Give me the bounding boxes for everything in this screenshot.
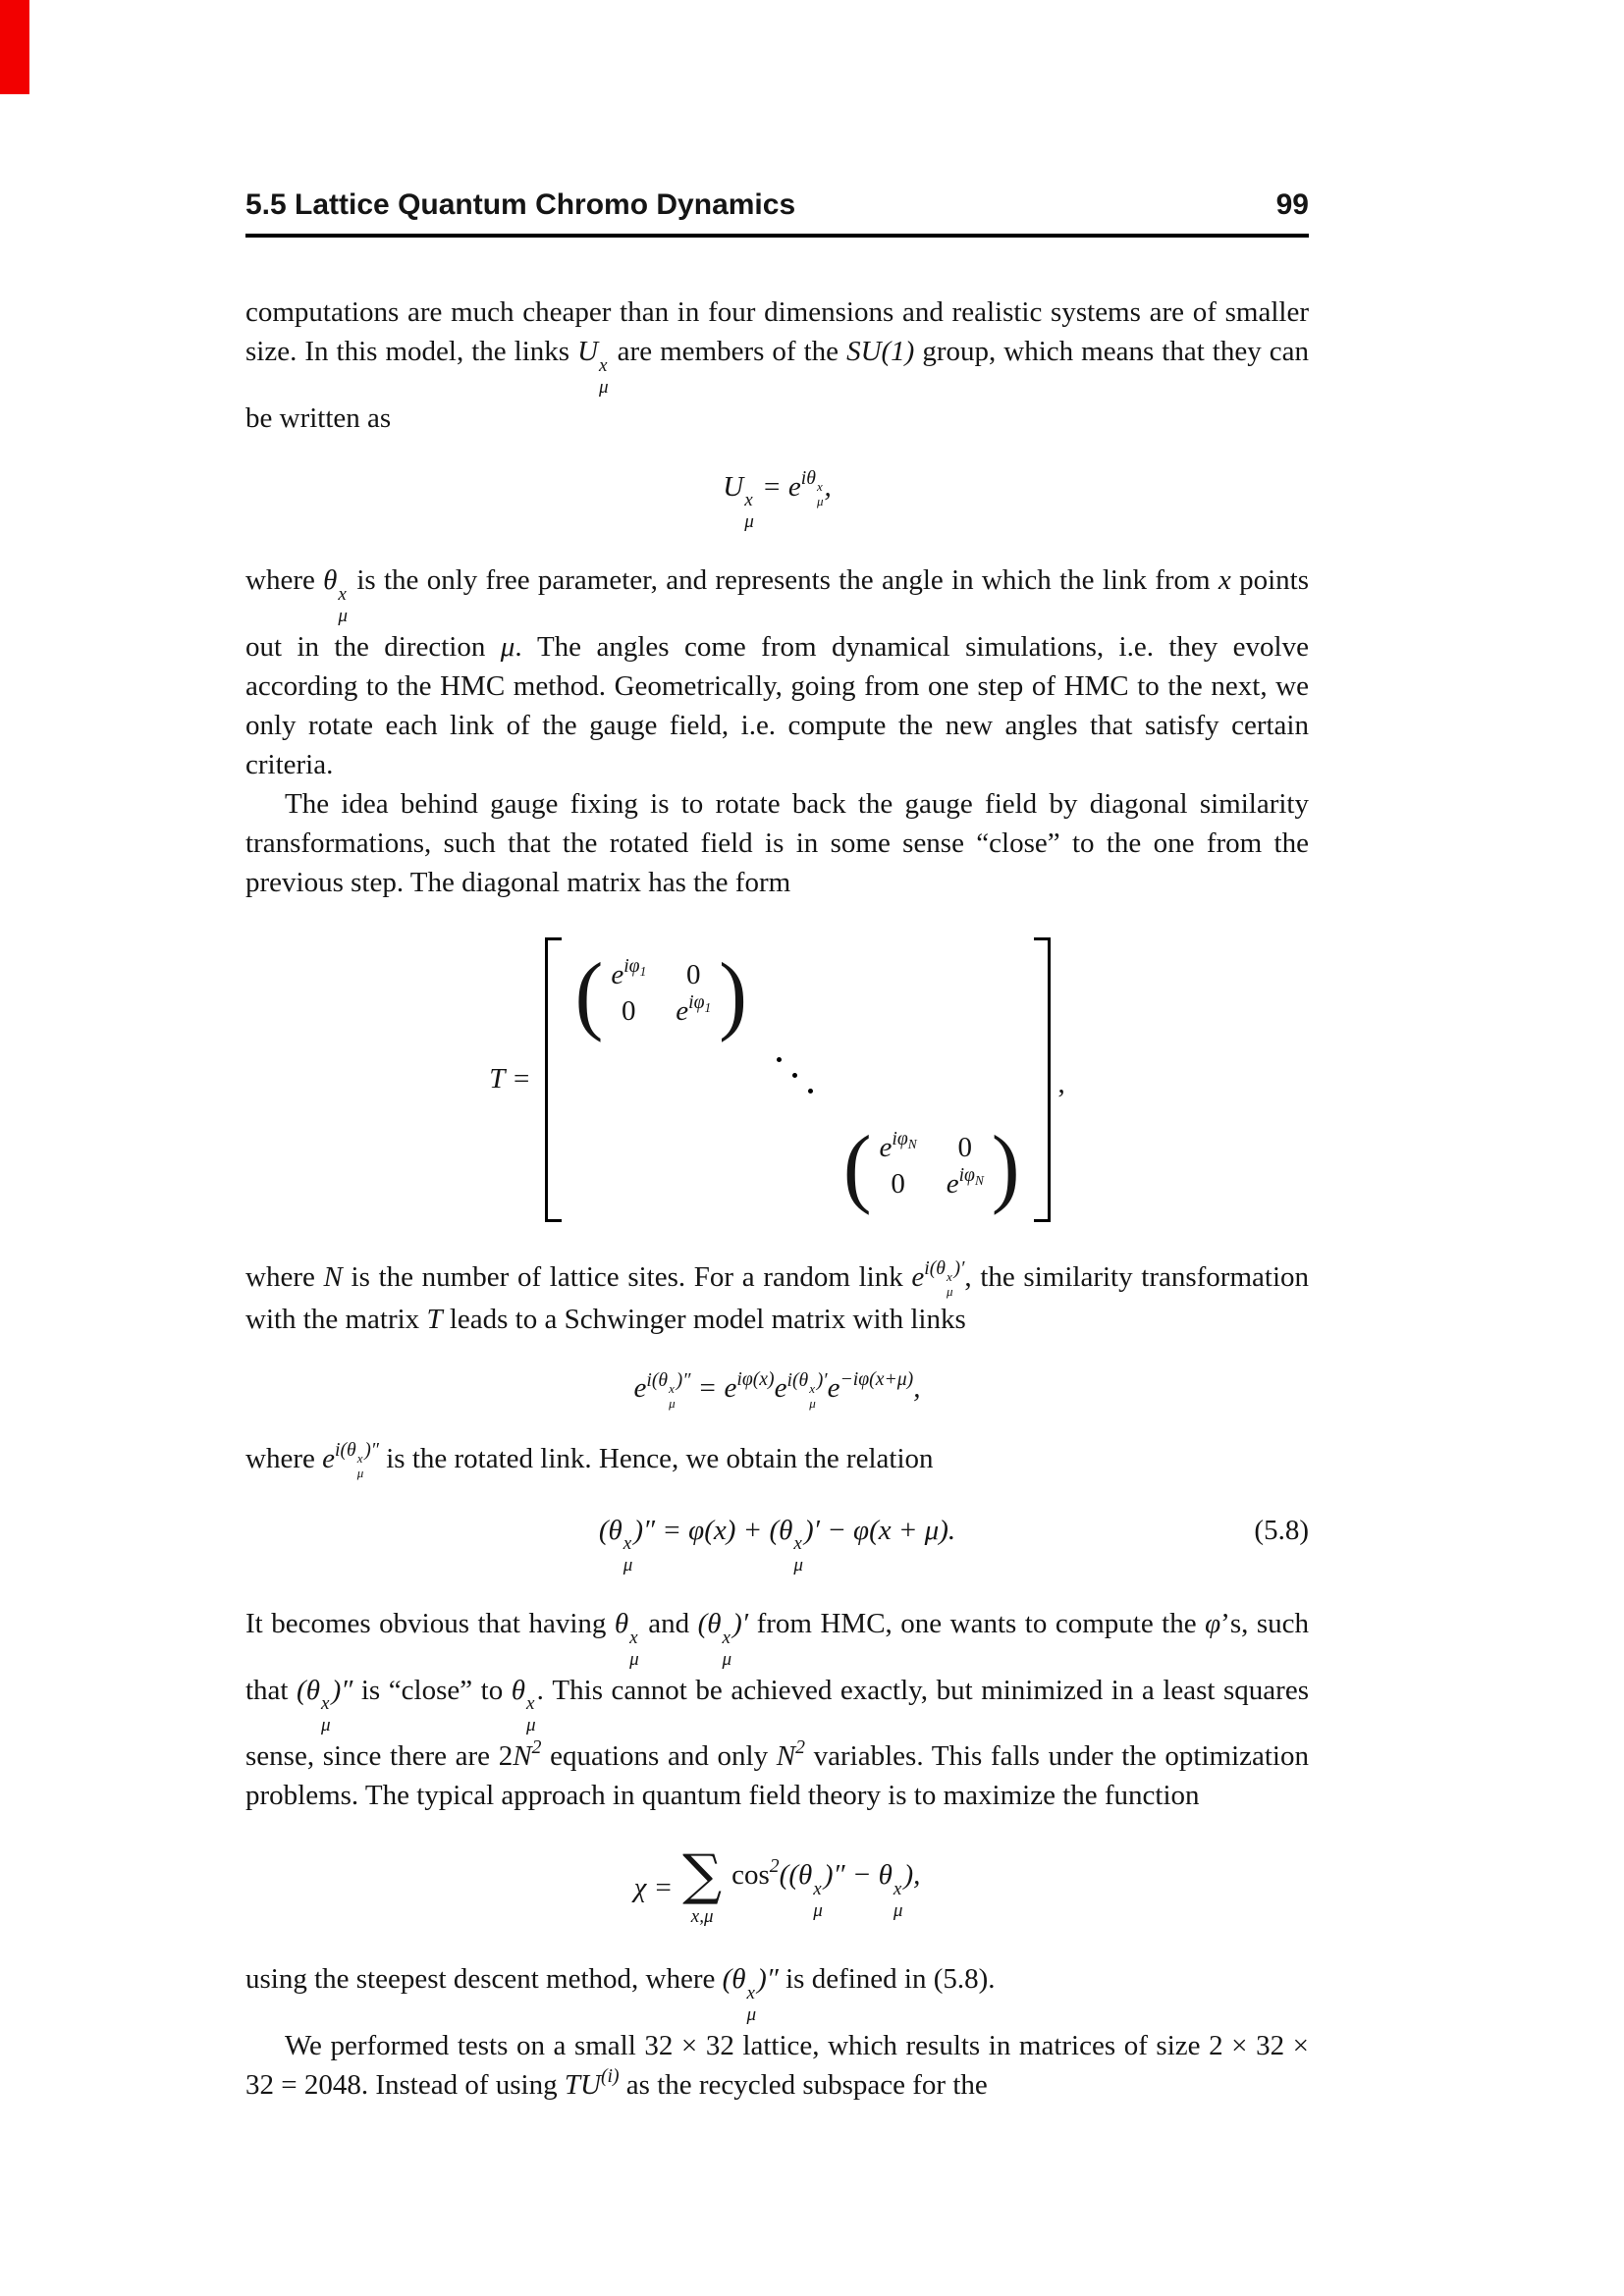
matrix-entry: 0 — [685, 958, 701, 990]
left-square-bracket — [545, 937, 562, 1223]
page-body — [245, 188, 1309, 2105]
matrix-entry: 0 — [957, 1131, 973, 1163]
matrix-entry: 0 — [622, 994, 636, 1027]
ddots-icon — [775, 1055, 816, 1096]
matrix-lhs: T = — [489, 1063, 531, 1095]
right-paren: ) — [719, 943, 747, 1042]
sum-body: $\cos^2((\theta$ x μ )″ − θ x μ ), — [731, 1855, 921, 1921]
matrix-grid — [562, 937, 1034, 1223]
sum-limits: x,μ — [690, 1906, 714, 1928]
matrix-block-2-entries — [872, 1128, 992, 1201]
diagonal-dots — [747, 1038, 843, 1122]
matrix-entry: 0 — [891, 1167, 905, 1200]
matrix-block-1-entries — [603, 954, 719, 1028]
paragraph-2: where θ x μ is the only free parameter, and represents the angle in which the link from x points out in the direction μ. The angles come from dynamical simulations, i.e. they evolve according to the HMC method. Geometrically, going from one step of HMC to the next, we only rotate each link of the gauge field, i.e. compute the new angles that satisfy certain criteria. — [245, 564, 1309, 780]
matrix-entry: $e^{i\varphi_N}$ — [879, 1128, 917, 1163]
trailing-comma: , — [1057, 1068, 1065, 1100]
matrix-entry: $e^{i\varphi_1}$ — [676, 990, 712, 1027]
sum-lhs: χ = — [633, 1871, 674, 1903]
paragraph-7: using the steepest descent method, where (θ x μ )″ is defined in (5.8). — [245, 1963, 996, 2025]
paragraph-3: The idea behind gauge fixing is to rotate back the gauge field by diagonal similarity transformations, such that the rotated field is in some sense “close” to the one from the previous step. The diagonal matrix has the form — [245, 787, 1309, 898]
matrix-block-1 — [574, 943, 747, 1042]
equation-number: (5.8) — [1254, 1514, 1309, 1546]
matrix-block-2 — [842, 1116, 1020, 1216]
red-corner-marker — [0, 0, 29, 94]
paragraph-5: where $e^{i(\theta x \mu )''}$ is the rotated link. Hence, we obtain the relation — [245, 1438, 934, 1480]
right-square-bracket — [1034, 937, 1051, 1223]
paragraph-6: It becomes obvious that having θ x μ and (θ x μ )′ from HMC, one wants to compute the φ’s, such that (θ x μ )″ is “close” to θ x μ . This cannot be achieved exactly, but minimized in a least squares sense, since there are $2N^2$ equations and only $N^2$ variables. This falls under the optimization problems. The typical approach in quantum field theory is to maximize the function — [245, 1608, 1309, 1812]
right-paren: ) — [991, 1116, 1020, 1216]
section-title: 5.5 Lattice Quantum Chromo Dynamics — [245, 188, 796, 221]
paragraph-8: We performed tests on a small 32 × 32 lattice, which results in matrices of size 2 × 32 × 32 = 2048. Instead of using TU$^{(i)}$ as the recycled subspace for the — [245, 2029, 1309, 2101]
equation-link-definition: U x μ = $e^{i\theta x \mu}$ , — [723, 466, 832, 533]
equation-diagonal-matrix — [245, 937, 1309, 1223]
left-paren: ( — [574, 943, 604, 1042]
paragraph-4: where N is the number of lattice sites. For a random link $e^{i(\theta x \mu )'}$, the similarity transformation with the matrix T leads to a Schwinger model matrix with links — [245, 1257, 1309, 1336]
equation-body: (θ x μ )″ = φ(x) + (θ x μ )′ − φ(x + μ). — [598, 1514, 956, 1576]
left-paren: ( — [842, 1116, 872, 1216]
paragraph-1: computations are much cheaper than in four dimensions and realistic systems are of smaller size. In this model, the links U x μ are members of the SU(1) group, which means that they can be written as — [245, 296, 1309, 434]
equation-rotated-link: $e^{i(\theta x \mu )''} = e^{i\varphi(x)}e^{i(\theta x \mu )'}e^{-i\varphi(x+\mu)}$, — [633, 1368, 921, 1411]
summation-operator — [682, 1843, 723, 1928]
matrix-entry: $e^{i\varphi_N}$ — [946, 1164, 984, 1200]
sigma-icon: ∑ — [682, 1843, 723, 1908]
equation-chi-sum — [245, 1843, 1309, 1928]
page-number: 99 — [1275, 188, 1309, 221]
matrix-entry: $e^{i\varphi_1}$ — [611, 954, 647, 990]
equation-5-8 — [245, 1509, 1309, 1577]
running-header — [245, 188, 1309, 238]
